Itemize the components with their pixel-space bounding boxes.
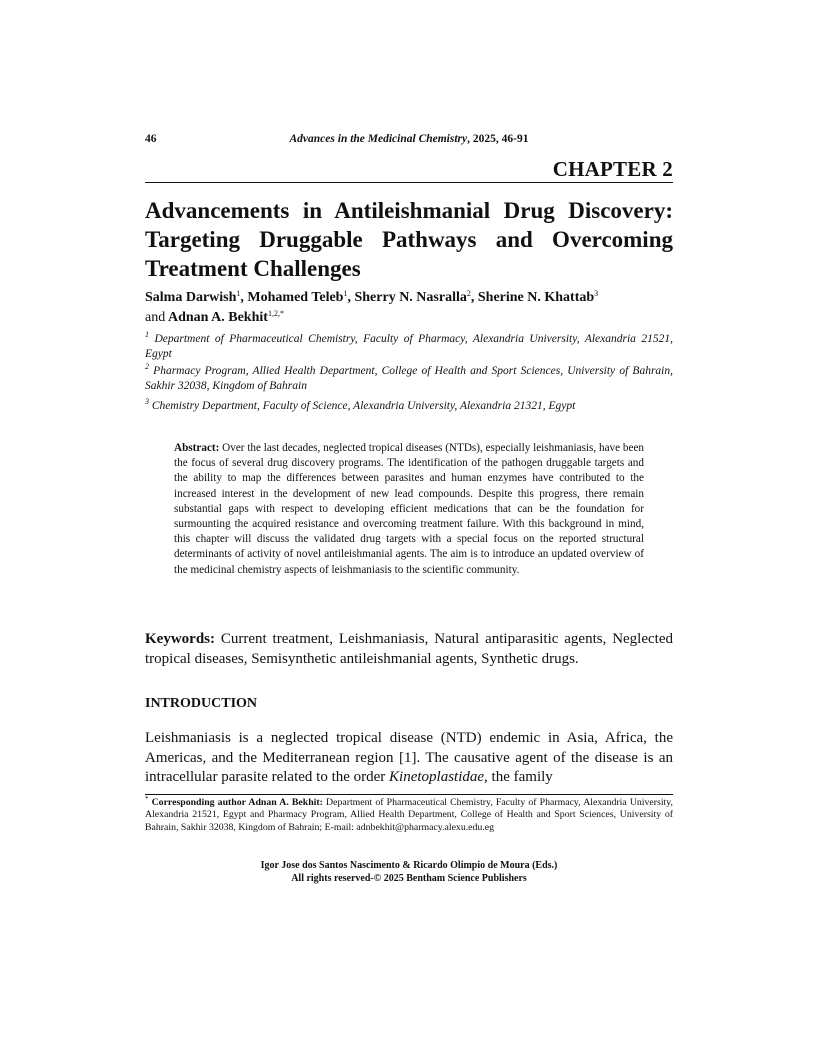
affiliation-number: 2 (145, 362, 149, 371)
intro-italic-term: Kinetoplastidae (389, 769, 485, 785)
chapter-title: Advancements in Antileishmanial Drug Discovery: Targeting Druggable Pathways and Overcoming Treatment Challenges (145, 198, 673, 281)
author-separator: , (347, 290, 355, 305)
author-separator: , (240, 290, 248, 305)
footnote-text: Department of Pharmaceutical Chemistry, Faculty of Pharmacy, Alexandria University, Alexandria 21521, Egypt and Pharmacy Program, Allied Health Department, College of Health and Sport Sciences, University of Bahrain, Sakhir 32038, Kingdom of Bahrain; E-mail: adnbekhit@pharmacy.alexu.edu.eg (145, 797, 673, 833)
affiliation-number: 1 (145, 330, 149, 339)
footnote-rule (145, 794, 673, 795)
affiliation (145, 332, 673, 362)
author-affiliation-mark: 1 (343, 289, 348, 298)
author-separator: , (470, 290, 478, 305)
affiliation-number: 3 (145, 397, 149, 406)
keywords-label: Keywords: (145, 631, 215, 647)
author-affiliation-mark: 1 (236, 289, 241, 298)
affiliation-text: Department of Pharmaceutical Chemistry, Faculty of Pharmacy, Alexandria University, Alexandria 21521, Egypt (145, 333, 673, 360)
imprint-rights: All rights reserved-© 2025 Bentham Science Publishers (291, 873, 527, 884)
abstract-label: Abstract: (174, 442, 220, 454)
intro-text: Leishmaniasis is a neglected tropical disease (NTD) endemic in Asia, Africa, the Americas, and the Mediterranean region [1]. The causative agent of the disease is an intracellular parasite related to the order (145, 730, 673, 785)
author-affiliation-mark: 1,2,* (267, 309, 284, 318)
author-list (145, 288, 673, 328)
affiliation (145, 399, 673, 414)
author-affiliation-mark: 3 (594, 289, 599, 298)
chapter-rule (145, 182, 673, 183)
publisher-imprint (145, 859, 673, 885)
journal-year-pages: , 2025, 46-91 (467, 133, 529, 145)
journal-citation (145, 133, 673, 145)
affiliation (145, 364, 673, 394)
intro-text-end: , the family (484, 769, 553, 785)
running-head (145, 133, 673, 149)
author-name: Salma Darwish (145, 290, 237, 305)
section-heading: INTRODUCTION (145, 696, 258, 711)
author-name: Adnan A. Bekhit (167, 310, 268, 325)
affiliation-text: Pharmacy Program, Allied Health Department, College of Health and Sport Sciences, University of Bahrain, Sakhir 32038, Kingdom of Bahrain (145, 365, 674, 392)
author-name: Mohamed Teleb (247, 290, 344, 305)
abstract-text: Over the last decades, neglected tropical diseases (NTDs), especially leishmaniasis, have been the focus of several drug discovery programs. The identification of the pathogen druggable targets and the ability to map the differences between parasites and human enzymes have contributed to the increased interest in the development of new lead compounds. Despite this progress, there remain substantial gaps with respect to developing efficient medications that can be the foundation for surmounting the acquired resistance and overcoming treatment failure. With this background in mind, this chapter will discuss the validated drug targets with a special focus on the reported structural determinants of activity of novel antileishmanial agents. The aim is to introduce an updated overview of the medicinal chemistry aspects of leishmaniasis to the scientific community. (174, 442, 645, 576)
introduction-paragraph (145, 729, 673, 788)
chapter-label: CHAPTER 2 (552, 157, 673, 181)
footnote-label: Corresponding author Adnan A. Bekhit: (151, 797, 323, 808)
author-name: Sherry N. Nasralla (354, 290, 467, 305)
authors-conjunction: and (145, 310, 166, 325)
page-number: 46 (145, 133, 157, 145)
author-name: Sherine N. Khattab (477, 290, 595, 305)
abstract (174, 441, 644, 578)
journal-name: Advances in the Medicinal Chemistry (289, 133, 468, 145)
keywords-text: Current treatment, Leishmaniasis, Natural antiparasitic agents, Neglected tropical diseases, Semisynthetic antileishmanial agents, Synthetic drugs. (145, 631, 673, 667)
imprint-editors: Igor Jose dos Santos Nascimento & Ricardo Olimpio de Moura (Eds.) (260, 860, 558, 871)
footnote-marker: * (145, 795, 149, 803)
keywords (145, 630, 673, 669)
affiliation-text: Chemistry Department, Faculty of Science, Alexandria University, Alexandria 21321, Egypt (151, 400, 576, 412)
author-affiliation-mark: 2 (466, 289, 471, 298)
corresponding-author-footnote (145, 797, 673, 834)
